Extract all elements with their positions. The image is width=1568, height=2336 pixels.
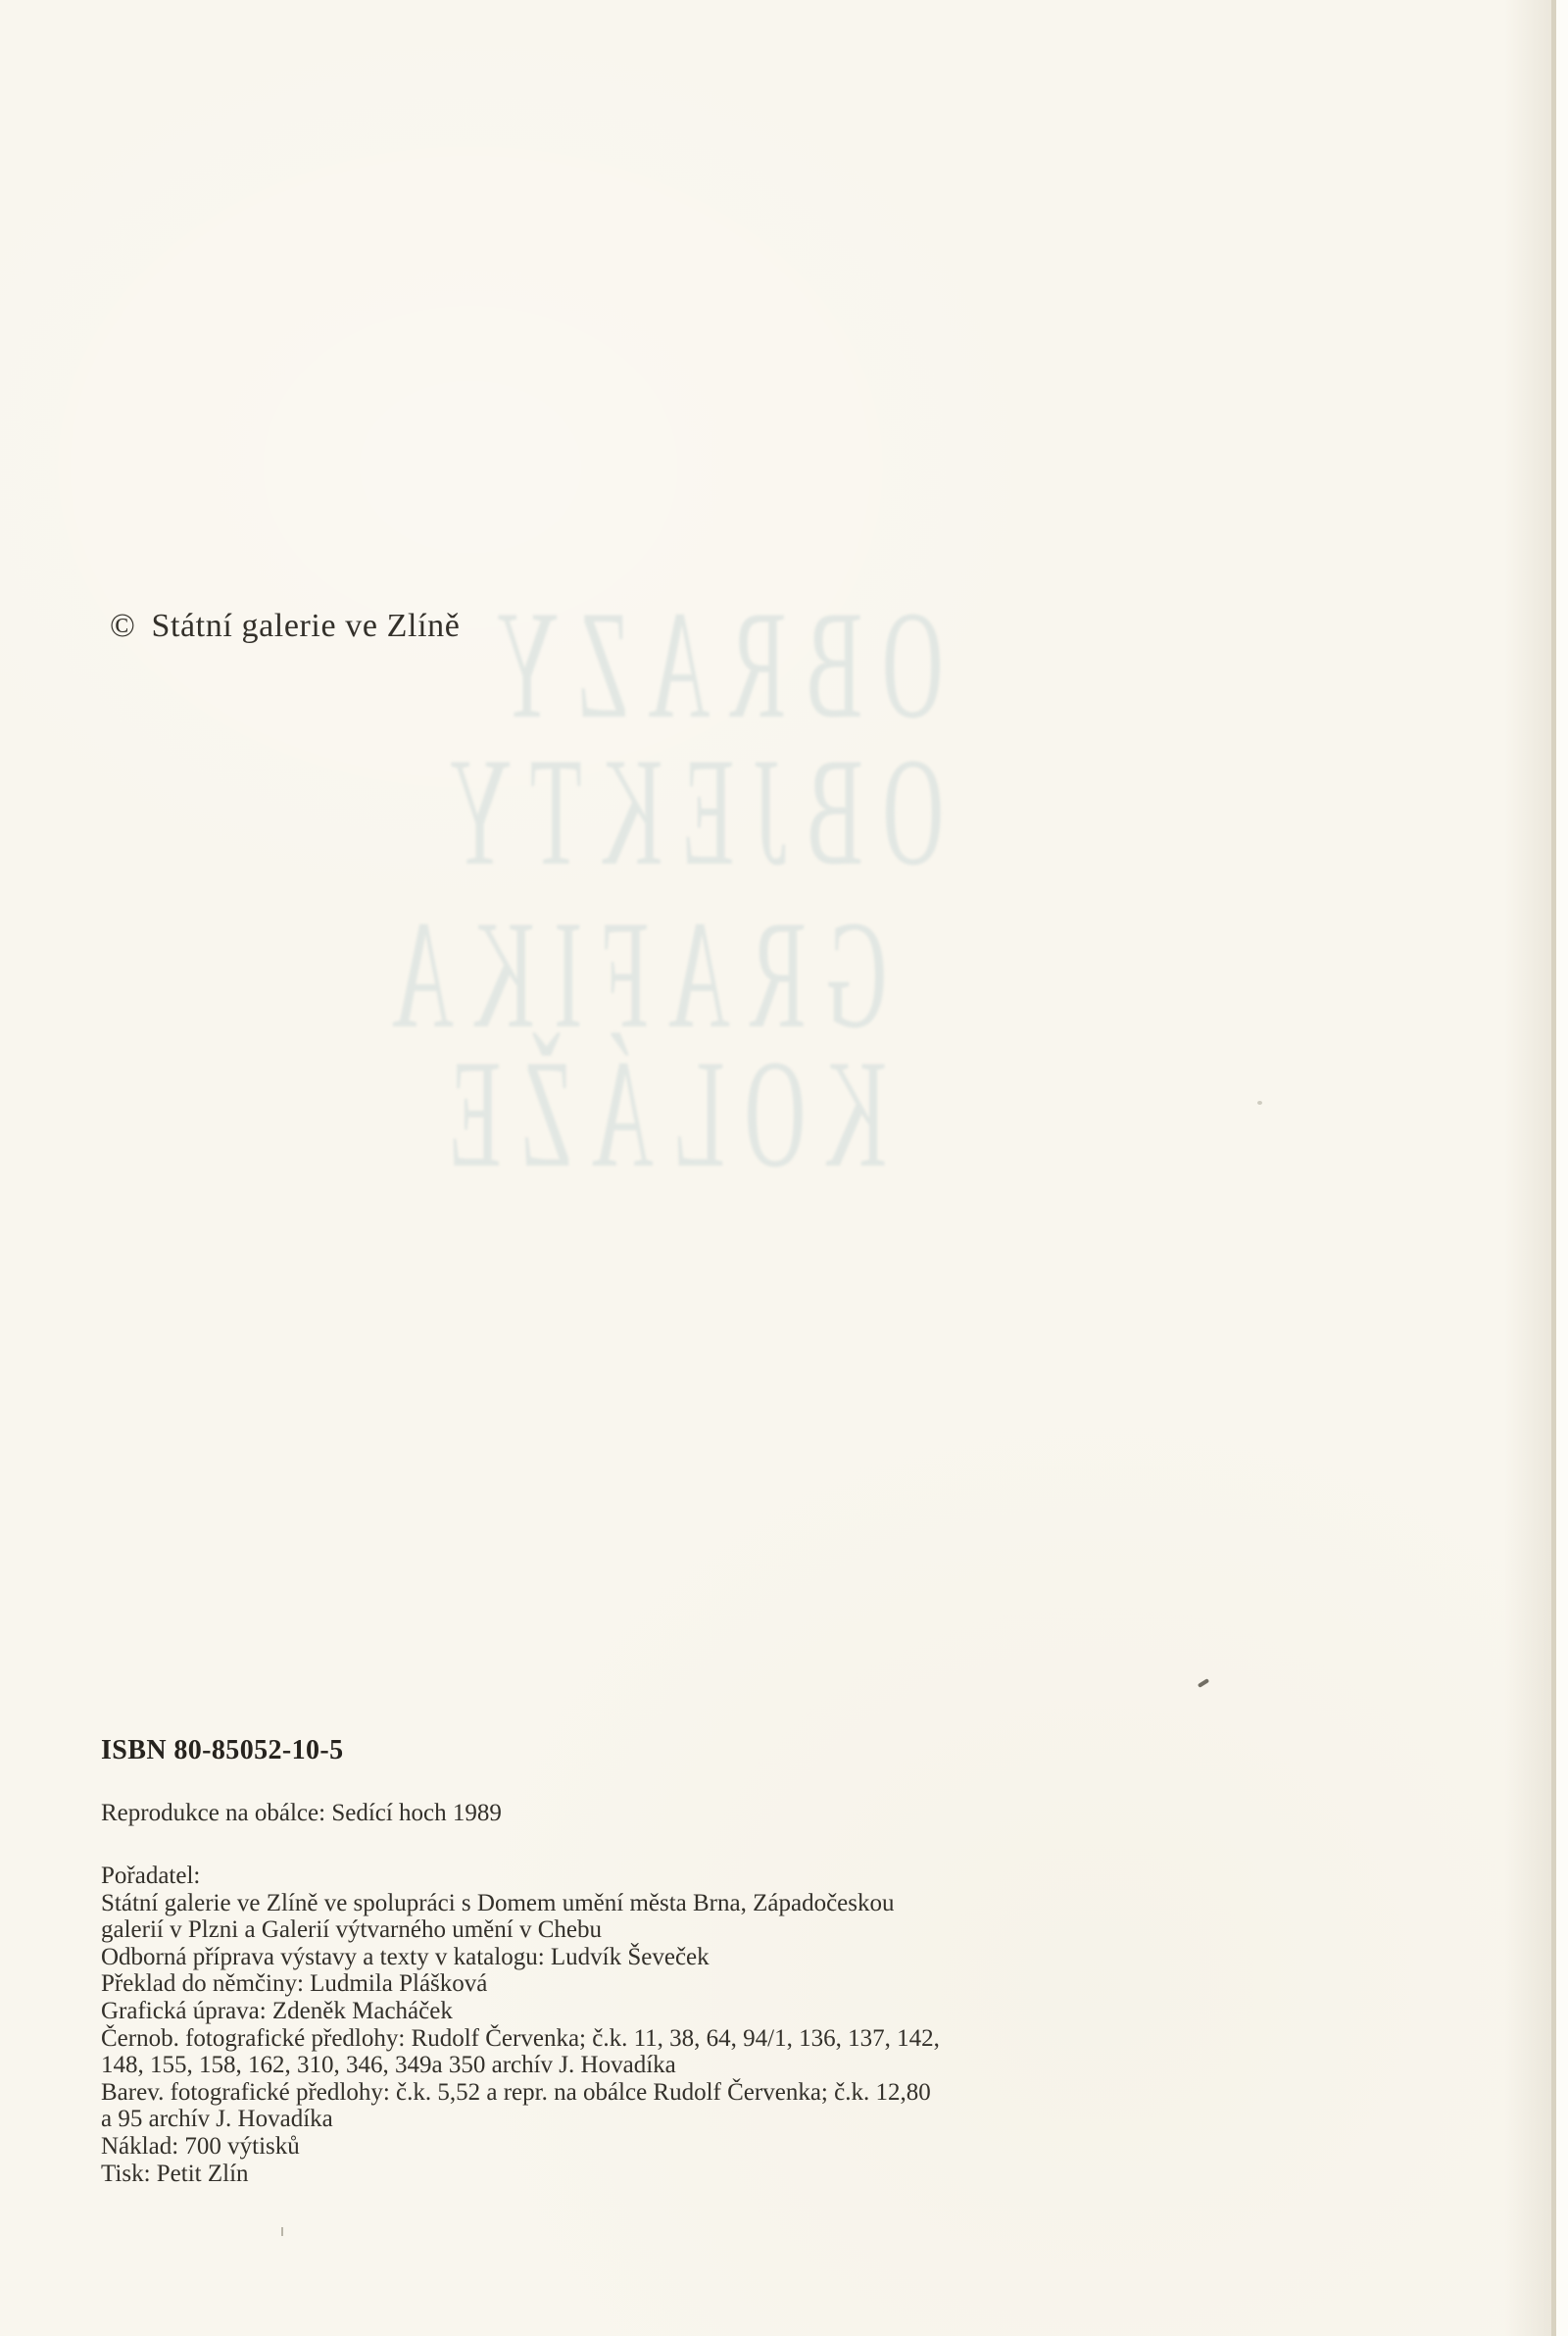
dust-speck bbox=[1198, 1678, 1209, 1688]
credit-line: galerií v Plzni a Galerií výtvarného umění v Chebu bbox=[101, 1916, 602, 1944]
credits-block bbox=[101, 1863, 940, 2187]
credit-line: Odborná příprava výstavy a texty v katalogu: Ludvík Ševeček bbox=[101, 1943, 710, 1970]
ghost-title-line-2 bbox=[9, 726, 944, 898]
credit-line: Grafická úprava: Zdeněk Macháček bbox=[101, 1997, 453, 2024]
credit-line: Barev. fotografické předlohy: č.k. 5,52 a repr. na obálce Rudolf Červenka; č.k. 12,80 bbox=[101, 2078, 931, 2106]
copyright-line bbox=[110, 608, 460, 645]
ghost-title-text-4: KOLÁŽE bbox=[429, 1028, 887, 1200]
ghost-title-line-4 bbox=[56, 1028, 887, 1200]
ghost-title-text-2: OBJEKTY bbox=[429, 726, 944, 898]
copyright-symbol: © bbox=[110, 608, 136, 644]
dust-speck bbox=[281, 2227, 283, 2236]
credit-line: a 95 archív J. Hovadíka bbox=[101, 2106, 333, 2133]
credit-line: Tisk: Petit Zlín bbox=[101, 2160, 249, 2187]
page-curvature-shade bbox=[1504, 0, 1551, 2336]
credit-line: 148, 155, 158, 162, 310, 346, 349a 350 archív J. Hovadíka bbox=[101, 2052, 676, 2079]
dust-speck bbox=[1257, 1101, 1262, 1105]
credit-line: Pořadatel: bbox=[101, 1863, 201, 1889]
credit-line: Černob. fotografické předlohy: Rudolf Červenka; č.k. 11, 38, 64, 94/1, 136, 137, 142, bbox=[101, 2024, 940, 2052]
next-page-edge bbox=[1556, 0, 1568, 2336]
credit-line: Státní galerie ve Zlíně ve spolupráci s Domem umění města Brna, Západočeskou bbox=[101, 1889, 895, 1916]
credit-line: Překlad do němčiny: Ludmila Plášková bbox=[101, 1970, 488, 1998]
ghost-title-text-1: OBRAZY bbox=[476, 579, 944, 751]
copyright-text: Státní galerie ve Zlíně bbox=[151, 608, 461, 644]
credit-line: Náklad: 700 výtisků bbox=[101, 2132, 300, 2160]
isbn-line: ISBN 80-85052-10-5 bbox=[101, 1735, 344, 1765]
cover-reproduction-line: Reprodukce na obálce: Sedící hoch 1989 bbox=[101, 1800, 502, 1826]
ghost-title-text-3: GRAFIKA bbox=[372, 889, 887, 1061]
